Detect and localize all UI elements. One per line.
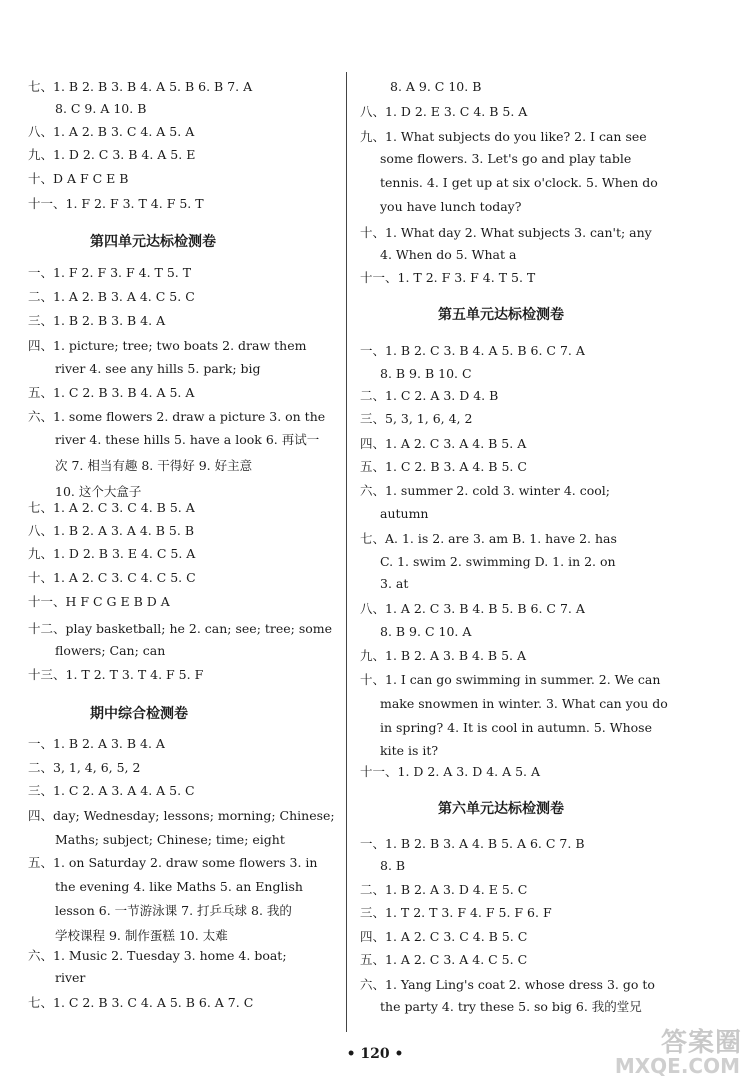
answer-line: 九、1. D 2. B 3. E 4. C 5. A (28, 546, 196, 561)
watermark-url: MXQE.COM (614, 1054, 740, 1078)
answer-line: 二、3, 1, 4, 6, 5, 2 (28, 760, 141, 775)
watermark-logo: 答案圈 (660, 1028, 742, 1058)
answer-line: 三、1. B 2. B 3. B 4. A (28, 313, 166, 328)
answer-line: 二、1. B 2. A 3. D 4. E 5. C (360, 882, 528, 897)
answer-line: 十一、1. F 2. F 3. T 4. F 5. T (28, 196, 204, 211)
column-divider (346, 72, 347, 1032)
answer-line: 8. B (380, 858, 406, 873)
answer-line: 七、1. C 2. B 3. C 4. A 5. B 6. A 7. C (28, 995, 254, 1010)
answer-line: river 4. see any hills 5. park; big (55, 361, 261, 376)
answer-line: 一、1. B 2. A 3. B 4. A (28, 736, 165, 751)
answer-line: 八、1. B 2. A 3. A 4. B 5. B (28, 523, 195, 538)
answer-line: 4. When do 5. What a (380, 247, 517, 262)
answer-line: 六、1. summer 2. cold 3. winter 4. cool; (360, 483, 610, 498)
answer-line: 四、1. A 2. C 3. C 4. B 5. C (360, 929, 528, 944)
answer-line: 七、A. 1. is 2. are 3. am B. 1. have 2. has (360, 531, 617, 546)
answer-line: 五、1. on Saturday 2. draw some flowers 3. in (28, 855, 318, 870)
answer-line: 一、1. F 2. F 3. F 4. T 5. T (28, 265, 192, 280)
answer-line: 10. 这个大盒子 (55, 484, 142, 499)
answer-line: 九、1. B 2. A 3. B 4. B 5. A (360, 648, 527, 663)
answer-line: 一、1. B 2. C 3. B 4. A 5. B 6. C 7. A (360, 343, 585, 358)
answer-line: river 4. these hills 5. have a look 6. 再试一 (55, 432, 320, 447)
answer-line: 十、1. What day 2. What subjects 3. can't; any (360, 225, 652, 240)
answer-line: 七、1. A 2. C 3. C 4. B 5. A (28, 500, 195, 515)
answer-line: make snowmen in winter. 3. What can you do (380, 696, 668, 711)
answer-line: 次 7. 相当有趣 8. 干得好 9. 好主意 (55, 458, 253, 473)
answer-line: you have lunch today? (380, 199, 522, 214)
answer-line: Maths; subject; Chinese; time; eight (55, 832, 285, 847)
answer-line: 8. C 9. A 10. B (55, 101, 147, 116)
answer-line: 三、5, 3, 1, 6, 4, 2 (360, 411, 473, 426)
section-heading: 第五单元达标检测卷 (438, 307, 564, 323)
answer-line: 十一、1. D 2. A 3. D 4. A 5. A (360, 764, 541, 779)
section-heading: 第四单元达标检测卷 (90, 234, 216, 250)
answer-line: 八、1. A 2. B 3. C 4. A 5. A (28, 124, 195, 139)
answer-line: 8. B 9. C 10. A (380, 624, 472, 639)
answer-line: the party 4. try these 5. so big 6. 我的堂兄 (380, 999, 642, 1014)
answer-line: autumn (380, 506, 429, 521)
answer-line: in spring? 4. It is cool in autumn. 5. Whose (380, 720, 652, 735)
answer-line: 十三、1. T 2. T 3. T 4. F 5. F (28, 667, 204, 682)
answer-line: 五、1. C 2. B 3. B 4. A 5. A (28, 385, 195, 400)
answer-line: 六、1. Yang Ling's coat 2. whose dress 3. go to (360, 977, 655, 992)
answer-line: 六、1. some flowers 2. draw a picture 3. on the (28, 409, 326, 424)
answer-line: 五、1. A 2. C 3. A 4. C 5. C (360, 952, 528, 967)
answer-line: 学校课程 9. 制作蛋糕 10. 太难 (55, 928, 228, 943)
answer-line: 八、1. A 2. C 3. B 4. B 5. B 6. C 7. A (360, 601, 585, 616)
answer-line: 四、day; Wednesday; lessons; morning; Chinese; (28, 808, 335, 823)
answer-line: 十二、play basketball; he 2. can; see; tree; some (28, 621, 333, 636)
answer-line: 二、1. A 2. B 3. A 4. C 5. C (28, 289, 195, 304)
answer-line: 十、D A F C E B (28, 171, 129, 186)
answer-line: 三、1. C 2. A 3. A 4. A 5. C (28, 783, 195, 798)
answer-line: 八、1. D 2. E 3. C 4. B 5. A (360, 104, 528, 119)
section-heading: 期中综合检测卷 (90, 706, 188, 722)
answer-line: 8. A 9. C 10. B (390, 79, 482, 94)
answer-line: C. 1. swim 2. swimming D. 1. in 2. on (380, 554, 616, 569)
answer-line: 九、1. What subjects do you like? 2. I can see (360, 129, 647, 144)
answer-line: 九、1. D 2. C 3. B 4. A 5. E (28, 147, 196, 162)
answer-line: tennis. 4. I get up at six o'clock. 5. When do (380, 175, 658, 190)
section-heading: 第六单元达标检测卷 (438, 801, 564, 817)
answer-line: 七、1. B 2. B 3. B 4. A 5. B 6. B 7. A (28, 79, 253, 94)
answer-line: 三、1. T 2. T 3. F 4. F 5. F 6. F (360, 905, 552, 920)
answer-line: 二、1. C 2. A 3. D 4. B (360, 388, 499, 403)
answer-line: 3. at (380, 576, 409, 591)
answer-line: 十一、H F C G E B D A (28, 594, 170, 609)
answer-line: flowers; Can; can (55, 643, 166, 658)
answer-line: river (55, 970, 86, 985)
answer-line: 十一、1. T 2. F 3. F 4. T 5. T (360, 270, 536, 285)
answer-line: 8. B 9. B 10. C (380, 366, 472, 381)
answer-line: some flowers. 3. Let's go and play table (380, 151, 632, 166)
answer-line: 一、1. B 2. B 3. A 4. B 5. A 6. C 7. B (360, 836, 585, 851)
answer-line: 十、1. A 2. C 3. C 4. C 5. C (28, 570, 196, 585)
answer-line: 五、1. C 2. B 3. A 4. B 5. C (360, 459, 527, 474)
answer-line: 六、1. Music 2. Tuesday 3. home 4. boat; (28, 948, 287, 963)
page-number: • 120 • (346, 1046, 404, 1062)
answer-line: 四、1. picture; tree; two boats 2. draw them (28, 338, 307, 353)
answer-line: the evening 4. like Maths 5. an English (55, 879, 303, 894)
answer-line: 十、1. I can go swimming in summer. 2. We can (360, 672, 661, 687)
answer-line: kite is it? (380, 743, 439, 758)
answer-line: 四、1. A 2. C 3. A 4. B 5. A (360, 436, 527, 451)
answer-line: lesson 6. 一节游泳课 7. 打乒乓球 8. 我的 (55, 903, 292, 918)
